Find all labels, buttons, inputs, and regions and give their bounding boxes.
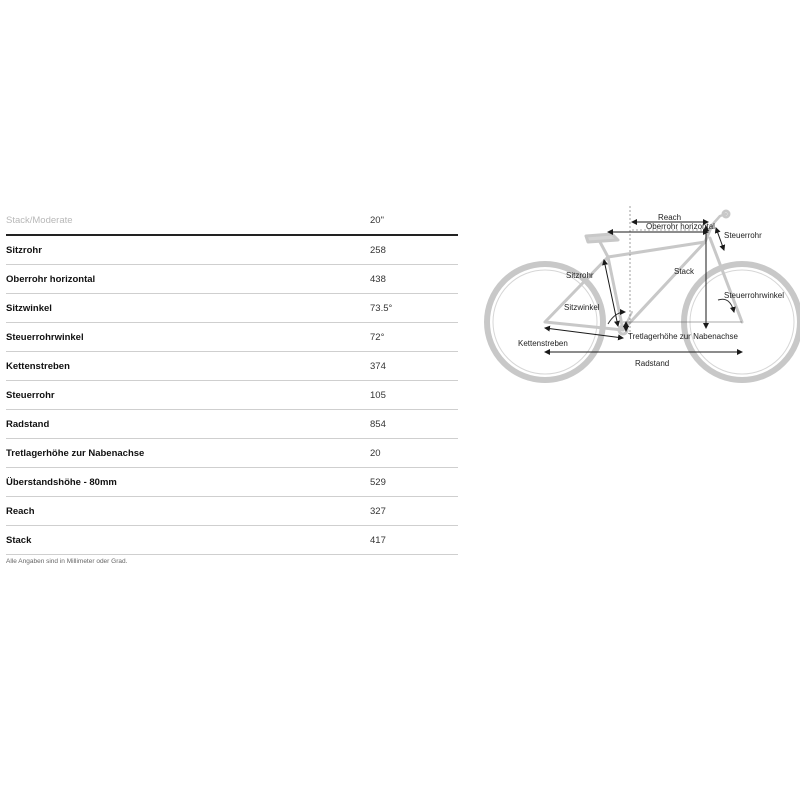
- row-label: Überstandshöhe - 80mm: [6, 468, 370, 497]
- table-row: [6, 235, 458, 265]
- row-label: Reach: [6, 497, 370, 526]
- label-steuerrohrwinkel: Steuerrohrwinkel: [724, 291, 785, 300]
- row-label: Sitzwinkel: [6, 294, 370, 323]
- label-stack: Stack: [674, 267, 695, 276]
- row-label: Steuerrohrwinkel: [6, 323, 370, 352]
- row-value: 438: [370, 265, 458, 294]
- geometry-table: [6, 206, 458, 555]
- table-row: [6, 497, 458, 526]
- table-row: [6, 352, 458, 381]
- table-row: [6, 381, 458, 410]
- label-kettenstreben: Kettenstreben: [518, 339, 568, 348]
- row-value: 374: [370, 352, 458, 381]
- row-value: 72°: [370, 323, 458, 352]
- row-label: Steuerrohr: [6, 381, 370, 410]
- table-row: [6, 468, 458, 497]
- row-value: 258: [370, 235, 458, 265]
- row-label: Stack: [6, 526, 370, 555]
- row-value: 20: [370, 439, 458, 468]
- bike-geometry-diagram: [480, 200, 800, 390]
- row-value: 854: [370, 410, 458, 439]
- row-value: 417: [370, 526, 458, 555]
- table-header-row: [6, 206, 458, 235]
- table-row: [6, 265, 458, 294]
- label-sitzrohr: Sitzrohr: [566, 271, 594, 280]
- label-radstand: Radstand: [635, 359, 670, 368]
- table-row: [6, 410, 458, 439]
- row-label: Tretlagerhöhe zur Nabenachse: [6, 439, 370, 468]
- table-row: [6, 294, 458, 323]
- row-label: Oberrohr horizontal: [6, 265, 370, 294]
- table-row: [6, 526, 458, 555]
- row-value: 529: [370, 468, 458, 497]
- row-label: Sitzrohr: [6, 235, 370, 265]
- row-label: Radstand: [6, 410, 370, 439]
- header-label: Stack/Moderate: [6, 206, 370, 235]
- header-size: 20": [370, 206, 458, 235]
- table-row: [6, 323, 458, 352]
- label-sitzwinkel: Sitzwinkel: [564, 303, 600, 312]
- label-steuerrohr: Steuerrohr: [724, 231, 762, 240]
- row-value: 73.5°: [370, 294, 458, 323]
- steuerrohr-line: [716, 228, 724, 250]
- row-value: 105: [370, 381, 458, 410]
- label-reach: Reach: [658, 213, 682, 222]
- label-tretlager: Tretlagerhöhe zur Nabenachse: [628, 332, 738, 341]
- steuerrohrwinkel-arc: [718, 299, 734, 312]
- table-row: [6, 439, 458, 468]
- row-value: 327: [370, 497, 458, 526]
- footnote: Alle Angaben sind in Millimeter oder Grad.: [6, 558, 128, 565]
- label-oberrohr: Oberrohr horizontal: [646, 222, 715, 231]
- row-label: Kettenstreben: [6, 352, 370, 381]
